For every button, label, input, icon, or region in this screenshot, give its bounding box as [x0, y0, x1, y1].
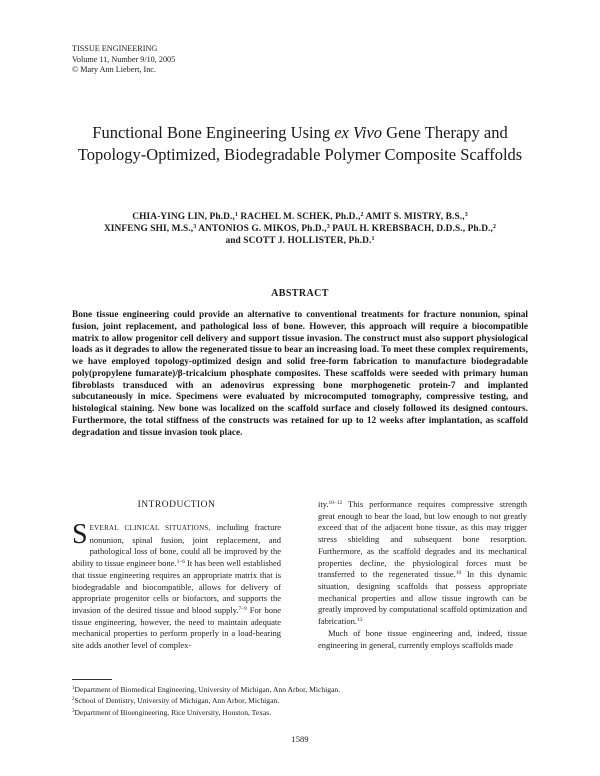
- body-text: including fracture nonunion, spinal fusion, joint replacement, and pathological loss of bone, could all be improved by the ability to tissue engineer bone.: [72, 522, 281, 569]
- journal-copyright: © Mary Ann Liebert, Inc.: [72, 65, 156, 74]
- author-name: ANTONIOS G. MIKOS, Ph.D.,: [198, 224, 327, 235]
- author-name: XINFENG SHI, M.S.,: [103, 224, 194, 235]
- page-number: 1589: [291, 734, 309, 744]
- author-affiliation-mark: 3: [193, 224, 197, 231]
- body-column-right: [318, 499, 527, 651]
- footnote-mark: 1: [72, 686, 75, 691]
- title-italic: ex Vivo: [334, 123, 383, 142]
- title-part-2: Gene Therapy and Topology-Optimized, Biodegradable Polymer Composite Scaffolds: [77, 123, 523, 164]
- citation-ref: 13: [356, 617, 363, 624]
- author-affiliation-mark: 2: [492, 224, 497, 231]
- title-part-1: Functional Bone Engineering Using: [92, 123, 335, 142]
- author-affiliation-mark: 1: [234, 212, 238, 218]
- drop-cap: S: [72, 519, 88, 550]
- author-affiliation-mark: 3: [326, 224, 330, 231]
- footnote-mark: 3: [72, 708, 75, 714]
- journal-header: [72, 44, 175, 76]
- footnotes: [72, 684, 340, 718]
- journal-volume: Volume 11, Number 9/10, 2005: [72, 54, 176, 64]
- footnote-text: Department of Bioengineering, Rice University, Houston, Texas.: [74, 707, 272, 717]
- footnote: [72, 695, 340, 706]
- footnote-mark: 2: [72, 697, 75, 703]
- body-column-left: [72, 519, 281, 652]
- author-affiliation-mark: 1: [371, 236, 375, 243]
- paper-title: [60, 122, 540, 165]
- author-affiliation-mark: 2: [360, 212, 364, 218]
- author-name: PAUL H. KREBSBACH, D.D.S., Ph.D.,: [332, 224, 493, 235]
- body-text: ity.: [318, 499, 329, 509]
- author-name: RACHEL M. SCHEK, Ph.D.,: [240, 212, 361, 222]
- abstract-text: Bone tissue engineering could provide an alternative to conventional treatments for fracture nonunion, spinal fusion, joint replacement, and pathological loss of bone. However, this approach will require a biocompatible matrix to allow progenitor cell delivery and support tissue invasion. The construct must also support physiological loads as it degrades to allow the regenerated tissue to bear an increasing load. To meet these complex requirements, we have employed topology-optimized design and solid free-form fabrication to manufacture biodegradable poly(propylene fumarate)/β-tricalcium phosphate composites. These scaffolds were seeded with primary human fibroblasts transduced with an adenovirus expressing bone morphogenetic protein-7 and implanted subcutaneously in mice. Specimens were evaluated by microcomputed tomography, compressive testing, and histological staining. New bone was localized on the scaffold surface and closely followed its designed contours. Furthermore, the total stiffness of the constructs was retained for up to 12 weeks after implantation, as scaffold degradation and tissue invasion took place.: [72, 310, 528, 438]
- footnote-text: School of Dentistry, University of Michigan, Ann Arbor, Michigan.: [74, 696, 280, 706]
- citation-ref: 10–12: [328, 500, 343, 506]
- body-text: In this dynamic situation, designing scaffolds that possess appropriate mechanical properties and allow tissue ingrowth can be greatly improved by computational scaffold optimization and fabrication.: [318, 569, 527, 627]
- citation-ref: 7–9: [238, 606, 247, 613]
- footnote: [72, 707, 340, 718]
- author-name: CHIA-YING LIN, Ph.D.,: [132, 212, 235, 222]
- footnote-rule: [72, 679, 112, 680]
- author-name: and SCOTT J. HOLLISTER, Ph.D.: [225, 236, 372, 247]
- footnote: [72, 684, 340, 695]
- abstract-heading: ABSTRACT: [271, 288, 329, 299]
- body-text: It has been well established that tissue engineering requires an appropriate matrix that is biodegradable and biocompatible, allows for delivery of appropriate progenitor cells or biofactors, and supports the invasion of the desired tissue and blood supply.: [72, 558, 281, 616]
- author-list: [60, 211, 540, 248]
- citation-ref: 10: [455, 570, 462, 577]
- journal-name: TISSUE ENGINEERING: [72, 44, 158, 53]
- author-affiliation-mark: 3: [464, 212, 468, 218]
- footnote-text: Department of Biomedical Engineering, University of Michigan, Ann Arbor, Michigan.: [74, 685, 341, 694]
- citation-ref: 1–6: [176, 559, 185, 566]
- body-text: This performance requires compressive strength great enough to bear the load, but low enough to not greatly exceed that of the adjacent bone tissue, as this may trigger stress shielding and subsequent bone resorption. Furthermore, as the scaffold degrades and its mechanical properties decline, the physiological forces must be transferred to the regenerated tissue.: [318, 499, 527, 580]
- opening-small-caps: EVERAL CLINICAL SITUATIONS,: [89, 524, 211, 532]
- body-text: Much of bone tissue engineering and, indeed, tissue engineering in general, currently employs scaffolds made: [318, 627, 527, 650]
- body-text: For bone tissue engineering, however, the need to maintain adequate mechanical properties to perform properly in a load-bearing site adds another level of complex-: [72, 605, 281, 651]
- author-name: AMIT S. MISTRY, B.S.,: [365, 212, 465, 222]
- introduction-heading: INTRODUCTION: [137, 500, 216, 510]
